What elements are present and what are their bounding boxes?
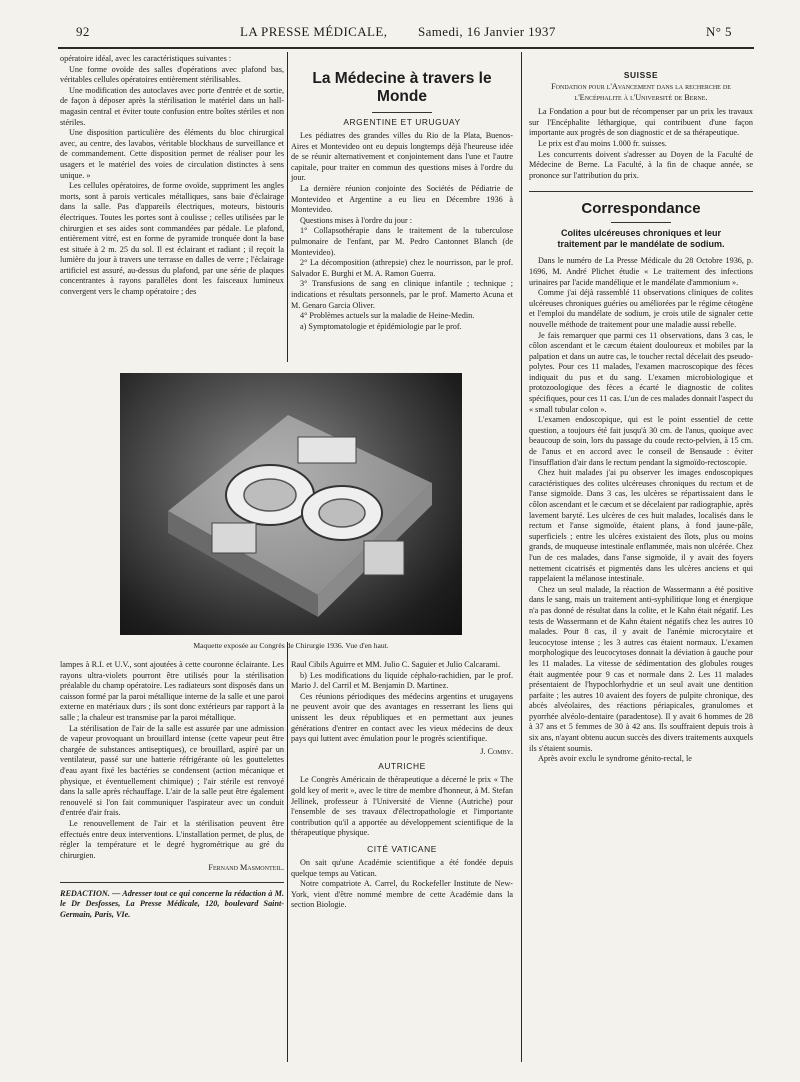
paragraph: 1° Collapsothérapie dans le traitement de la tuberculose pulmonaire de l'enfant, par M. Pedro Cantonnet Blanch (de Montevideo). [291, 226, 513, 257]
paragraph: opératoire idéal, avec les caractéristiques suivantes : [60, 54, 232, 63]
paragraph: lampes à R.I. et U.V., sont ajoutées à cette couronne éclairante. Les rayons ultra-violets pourront être utilisés pour la stérilisation préalable du champ opératoire. Les radiateurs sont disposés dans un caisson formé par la paroi métallique interne de la salle et une paroi externe en matériaux durs ; ils sont donc extérieurs par rapport à la salle ; la chaleur est transmise par la paroi métallique. [60, 660, 284, 722]
paragraph: Le renouvellement de l'air et la stérilisation peuvent être effectués entre deux interventions. L'installation permet, de plus, de régler la température et le degré hygrométrique au gré du chirurgien. [60, 818, 284, 860]
header-rule [58, 47, 754, 49]
paragraph: Ces réunions périodiques des médecins argentins et urugayens ne peuvent avoir que des avantages en resserrant les liens qui unissent les deux républiques et en permettant aux jeunes générations d'entrer en contact avec les vieux médecins de deux pays qui luttent avec émulation pour le progrès scientifique. [291, 691, 513, 744]
paragraph: a) Symptomatologie et épidémiologie par le prof. [300, 321, 462, 331]
paragraph: 2° La décomposition (athrepsie) chez le nourrisson, par le prof. Salvador E. Burghi et M. A. Ramon Guerra. [291, 258, 513, 278]
article-column-1-top [60, 54, 284, 298]
paragraph: Les cellules opératoires, de forme ovoïde, suppriment les angles morts, sont à parois verticales métalliques, sans baie d'éclairage dans la salle. Pas d'appareils électriques, moteurs, bistouris électriques. Toutes les portes sont à coulisse ; celles utilisées par le chirurgien et ses aides sont commandées par pédale. Le plafond, entièrement vitré, est en forme de pyramide tronquée dont la base est située à 2 m. 25 du sol. Il est éclairant et radiant ; il reçoit la lumière du jour à travers une terrasse en dalles de verre ; l'éclairage artificiel est assuré, au-dessus du plafond, par une série de plaques concentrantes à rayons parallèles dont les faisceaux lumineux convergent vers le champ opératoire ; des [60, 181, 284, 297]
subsection-title: ARGENTINE ET URUGUAY [343, 117, 461, 127]
author-signature: Fernand Masmonteil. [208, 863, 284, 873]
paragraph: La dernière réunion conjointe des Sociétés de Pédiatrie de Montevideo et Argentine a eu lieu en Décembre 1936 à Montevideo. [291, 183, 513, 215]
paragraph: Le Congrès Américain de thérapeutique a décerné le prix « The gold key of merit », avec le titre de membre d'honneur, à M. Stefan Jellinek, professeur à l'Université de Vienne (Autriche) pour l'ensemble de ses travaux d'électropathologie et l'importante contribution qu'il a apportée au développement scientifique de la thérapeutique physique. [291, 775, 513, 838]
paragraph: On sait qu'une Académie scientifique a été fondée depuis quelque temps au Vatican. [291, 857, 513, 878]
page-number: 92 [76, 24, 90, 39]
divider [611, 222, 671, 223]
paragraph: Les concurrents doivent s'adresser au Doyen de la Faculté de Médecine de Berne. La Faculté, à la fin de chaque année, se prononce sur l'attribution du prix. [529, 149, 753, 180]
paragraph: Notre compatriote A. Carrel, du Rockefeller Institute de New-York, vient d'être nommé membre de cette Académie dans la section Biologie. [291, 879, 513, 910]
architecture-model-photo [120, 373, 462, 635]
paragraph: 3° Transfusions de sang en clinique infantile ; technique ; indications et résultats personnels, par le prof. Mamerto Acuna et M. Genaro Garcia Oliver. [291, 279, 513, 310]
subsection-title: CITÉ VATICANE [367, 843, 437, 854]
column-divider [287, 642, 288, 1062]
page-header [76, 24, 748, 42]
redaction-notice: REDACTION. — Adresser tout ce qui concerne la rédaction à M. le Dr Desfosses, La Presse Médicale, 120, boulevard Saint-Germain, Paris, VIe. [60, 888, 284, 920]
divider [529, 191, 753, 192]
model-illustration [120, 373, 462, 635]
paragraph: L'examen endoscopique, qui est le point essentiel de cette question, a toujours été fait jusqu'à 30 cm. de l'anus, quoique avec beaucoup de soin, lors du passage du coude recto-pelvien, à 15 cm. de l'anus et en accord avec le conseil de Bensaude : éviter l'insufflation d'air dans le rectum pendant la sigmoïdo-rectoscopie. [529, 415, 753, 467]
issue-date: Samedi, 16 Janvier 1937 [418, 24, 556, 39]
paragraph: Après avoir exclu le syndrome génito-rectal, le [538, 754, 692, 764]
article-column-1-bottom [60, 660, 284, 921]
paragraph: Chez huit malades j'ai pu observer les images endoscopiques caractéristiques des colites ulcéreuses chroniques du rectum et de l'anse sigmoïde. Dans 3 cas, les ulcères se répartissaient dans le côlon ascendant et le cæcum et se décelaient par radiographie, après lavement baryté. Les ulcères de ces huit malades, localisés dans le rectum et l'anse sigmoïde, étaient plans, à fond jaune-pâle, superficiels ; entre les ulcères existaient des îlots, plus ou moins grands, de muqueuse intestinale enflammée, mais non ulcérée. Chez l'un de ces malades, dans l'anse sigmoïde, il y avait des foyers nettement cicatrisés et pigmentés dans les ulcères anciens et qui rappelaient la mélanose intestinale. [529, 468, 753, 584]
column-divider [287, 52, 288, 362]
divider [60, 882, 284, 883]
paragraph: Le prix est d'au moins 1.000 fr. suisses. [538, 138, 667, 148]
paragraph: Comme j'ai déjà rassemblé 11 observations cliniques de colites ulcéreuses chroniques guéries ou améliorées par le régime cétogène et l'emploi du mandélate de sodium, je crois utile de signaler cette nouvelle méthode de traitement pour une maladie aussi rebelle. [529, 288, 753, 329]
paragraph: La stérilisation de l'air de la salle est assurée par une admission de vapeur provoquant un brouillard intense (cette vapeur peut être chargée de substances antiseptiques), ce brouillard, aspiré par un ventilateur, passé sur une batterie réfrigérante où les gouttelettes d'eau ayant fixé les bactéries se condensent (action mécanique et physique, et éventuellement chimique) ; l'air stérile est renvoyé dans la salle après réchauffage. L'air de la salle peut être également renouvelé si l'on fait communiquer l'aspirateur avec un conduit d'entrée d'air frais. [60, 723, 284, 818]
issue-number: N° 5 [706, 24, 732, 39]
author-signature: J. Comby. [480, 746, 513, 756]
subsection-title: SUISSE [623, 70, 659, 80]
section-title: La Médecine à travers le Monde [312, 70, 492, 105]
paragraph: Je fais remarquer que parmi ces 11 observations, dans 3 cas, le côlon ascendant et le cæcum étaient douloureux et mobiles par la palpation et dans un autre cas, le toucher rectal décelait des pseudo-polytes. Pour ces 11 malades, l'examen macroscopique des fèces indiquait du pus et du sang. L'examen microbiologique et protozoologique des fèces a écarté le diagnostic de colites spécifiques, pour ces 11 cas. L'un de ces malades donnait l'aspect du « small tubular colon ». [529, 330, 753, 414]
foundation-name: Fondation pour l'Avancement dans la recherche de l'Encéphalite à l'Université de Berne. [551, 82, 731, 102]
paragraph: 4° Problèmes actuels sur la maladie de Heine-Medin. [300, 311, 475, 321]
section-title: Correspondance [581, 200, 701, 218]
paragraph: Chez un seul malade, la réaction de Wassermann a été positive dans le sang, mais un traitement anti-syphilitique long et énergique n'a pas donné de résultat dans la colite, et le Kahn était négatif. Les tests de Wassermann et de Kahn étaient négatifs chez les autres 10 malades. Pour 8 cas, il y avait de l'anémie microcytaire et leucocytose intense ; les 3 autres cas étaient normaux. L'examen morphologique des leucocytoses donnait la déviation à gauche pour les 11 malades. La vitesse de sédimentation des globules rouges était augmentée pour 9 cas et normale dans 2. Les 11 malades présentaient de l'hypochlorhydrie et un seul avait une dentition parfaite ; les autres 10 avaient des foyers de pulpite chronique, des abcès alvéolaires, des réactions périapicales, granulomes et pyorrhée alvéolo-dentaire (paradentose). Il y avait 6 hommes de 28 à 37 ans et 5 femmes de 30 à 42 ans. Ils souffraient depuis trois à six ans, n'ayant obtenu aucun succès des divers traitements auxquels ils s'étaient soumis. [529, 584, 753, 753]
paragraph: b) Les modifications du liquide céphalo-rachidien, par le prof. Mario J. del Carril et M. Benjamin D. Martinez. [291, 670, 513, 691]
medecine-section-continued [291, 660, 513, 911]
subsection-title: AUTRICHE [378, 761, 426, 772]
medecine-section [291, 70, 513, 332]
journal-title: LA PRESSE MÉDICALE, [240, 24, 388, 39]
paragraph: Les pédiatres des grandes villes du Rio de la Plata, Buenos-Aires et Montevideo ont eu depuis longtemps déjà l'heureuse idée de se réunir alternativement et conjointement dans l'une et l'autre capitale, pour traiter en commun des questions mises à l'ordre du jour. [291, 131, 513, 183]
photo-caption: Maquette exposée au Congrès de Chirurgie 1936. Vue d'en haut. [193, 641, 389, 650]
paragraph: Une disposition particulière des éléments du bloc chirurgical avec, au centre, des lavabos, véritable blockhaus de surveillance et de commandement. Cette disposition permet de réaliser pour les usagers et le matériel des voies de circulation distinctes à sens unique. » [60, 128, 284, 180]
paragraph: Dans le numéro de La Presse Médicale du 28 Octobre 1936, p. 1696, M. André Plichet étudie « Le traitement des infections urinaires par l'acide mandélique et le mandélate d'ammonium ». [529, 256, 753, 287]
letter-title: Colites ulcéreuses chroniques et leur traitement par le mandélate de sodium. [557, 228, 725, 250]
paragraph: Questions mises à l'ordre du jour : [300, 215, 412, 225]
paragraph: Une modification des autoclaves avec porte d'entrée et de sortie, de façon à déposer après la stérilisation le matériel dans un hall-magasin central et éviter toute confusion entre boîtes stériles et non stériles. [60, 85, 284, 127]
paragraph: Une forme ovoïde des salles d'opérations avec plafond bas, véritables cellules opératoires entièrement stérilisables. [60, 64, 284, 85]
column-3 [529, 70, 753, 765]
divider [372, 112, 432, 113]
paragraph: Raul Cibils Aguirre et MM. Julio C. Saguier et Julio Calcarami. [291, 660, 500, 669]
paragraph: La Fondation a pour but de récompenser par un prix les travaux sur l'Encéphalite léthargique, qui contribuent d'une façon importante aux progrès de son diagnostic et de sa thérapeutique. [529, 107, 753, 138]
column-divider [521, 52, 522, 1062]
